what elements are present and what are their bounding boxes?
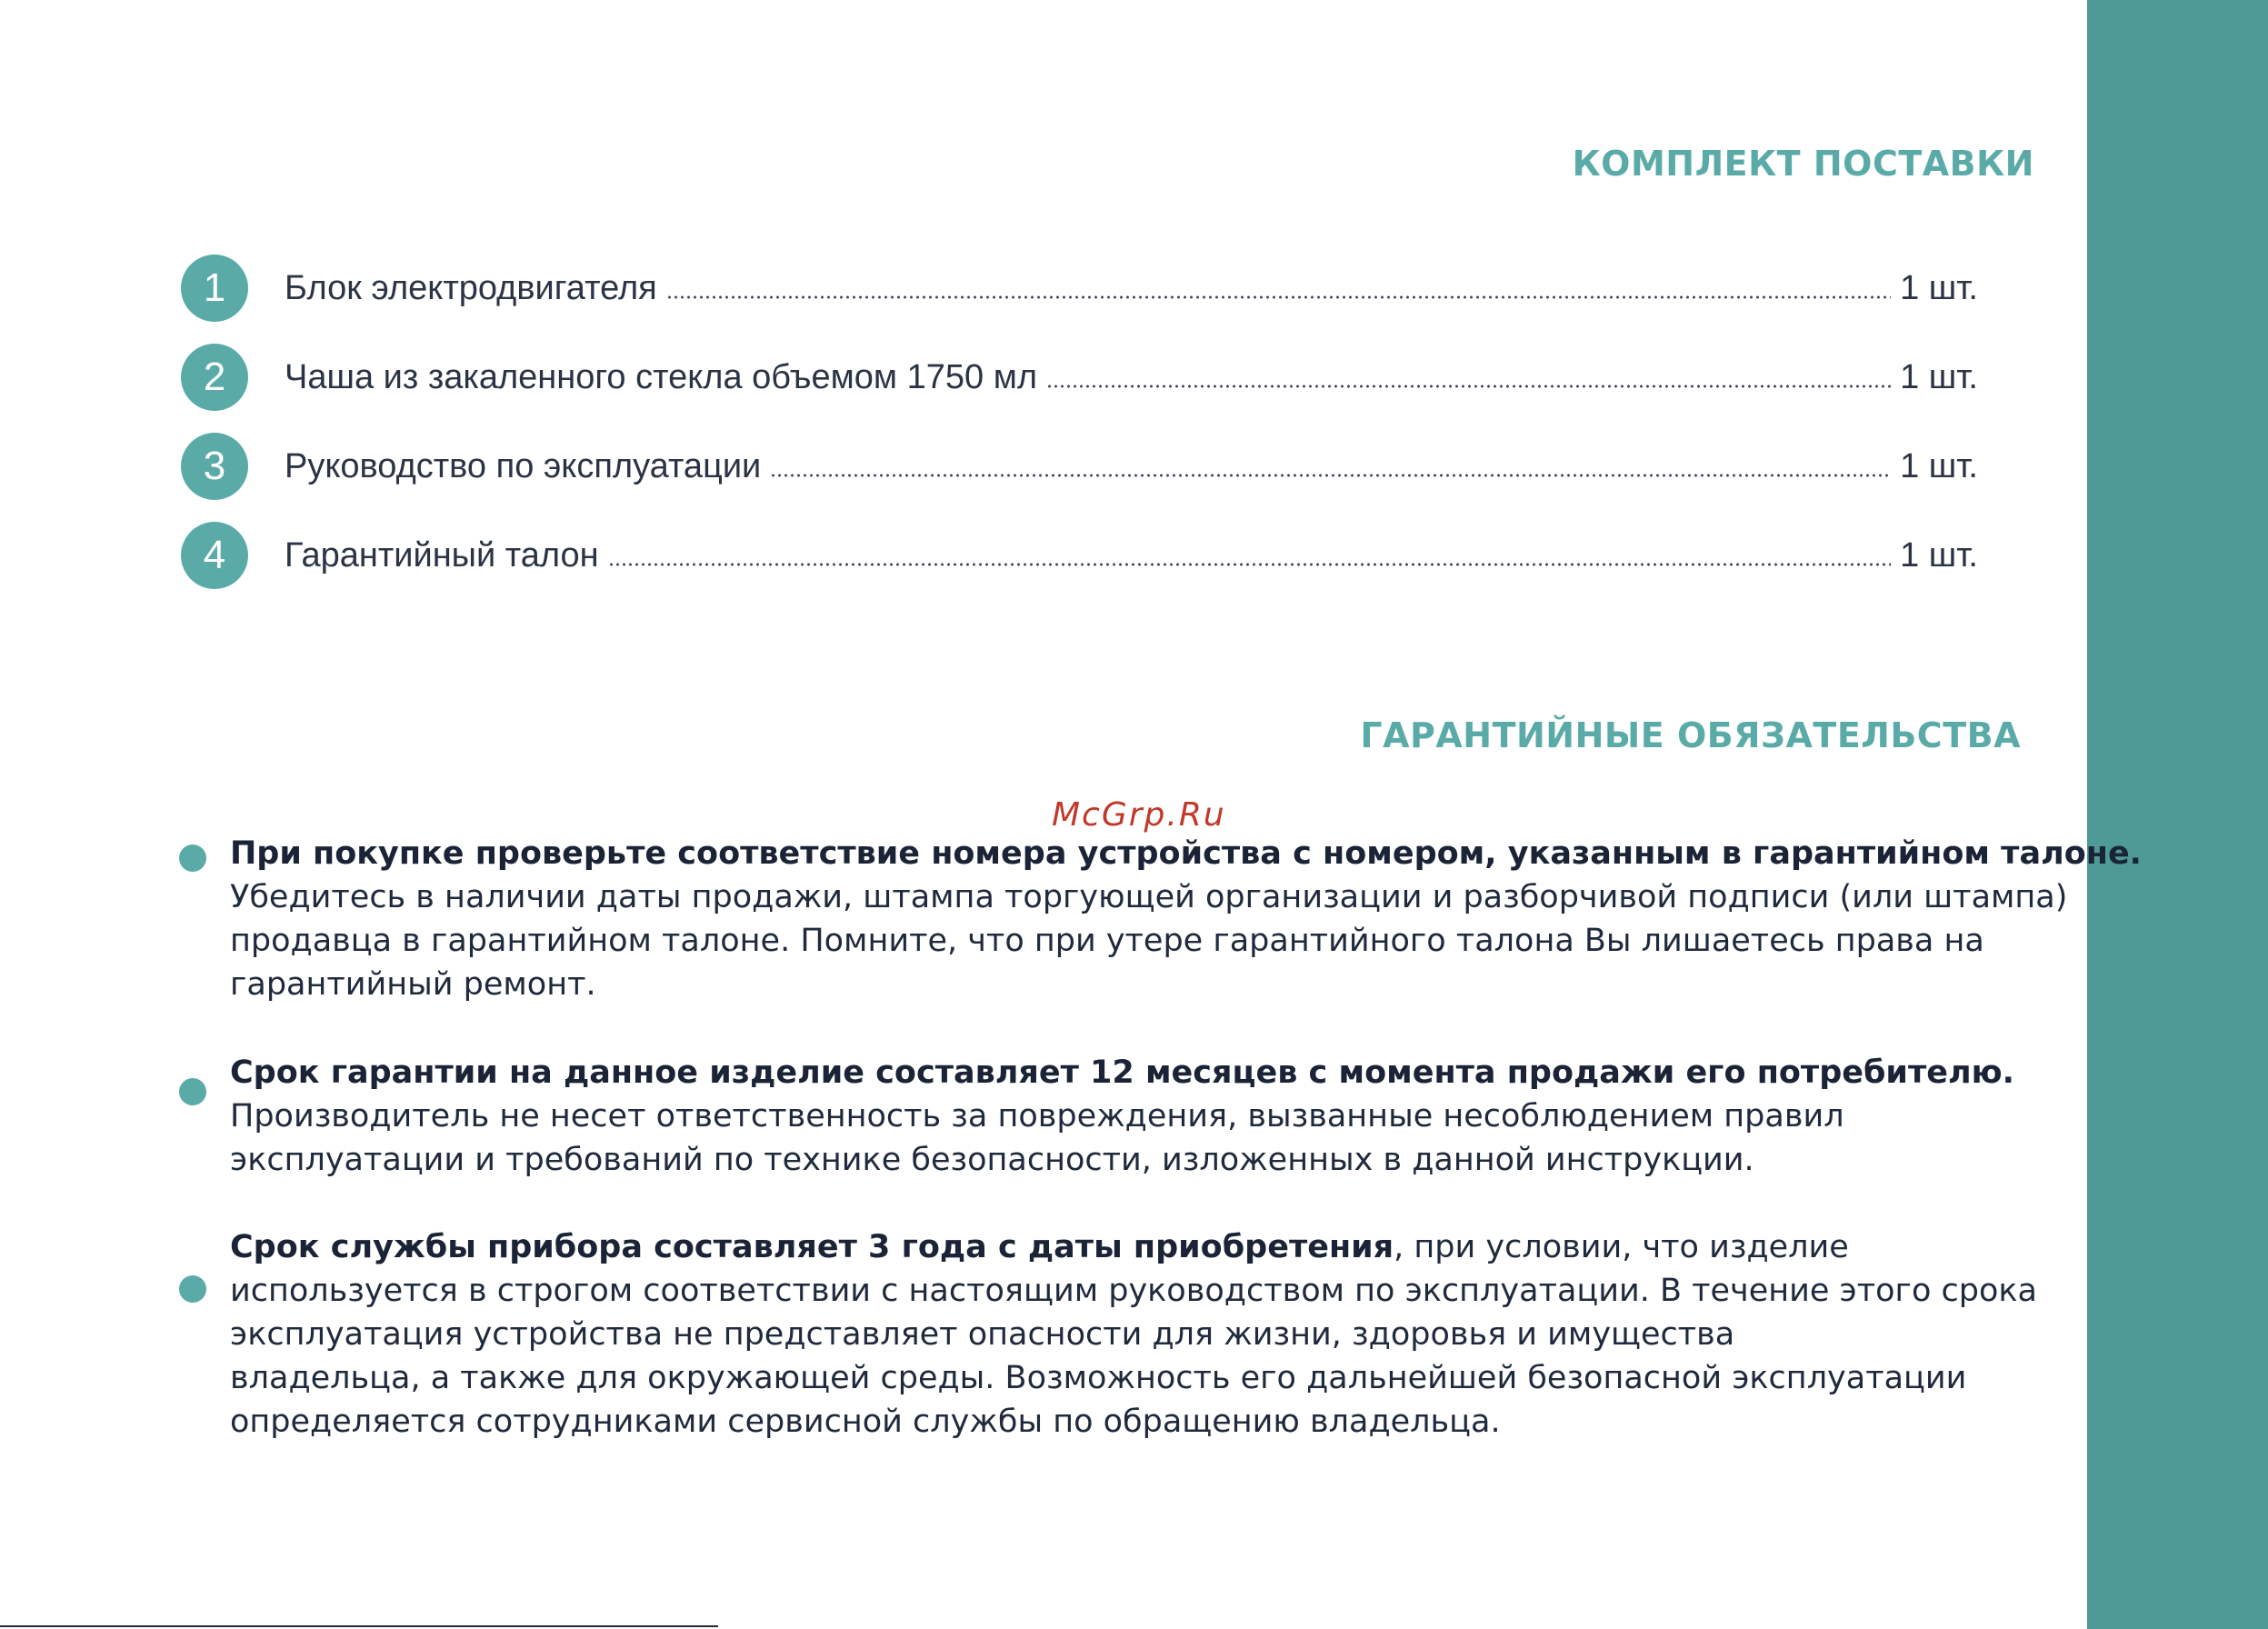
kit-item-number-badge: 1 xyxy=(181,255,248,322)
kit-item-quantity: 1 шт. xyxy=(1900,535,1978,575)
warranty-item-line: владельца, а также для окружающей среды. Возможность его дальнейшей безопасной эксплуатации xyxy=(230,1360,1967,1396)
kit-item-quantity: 1 шт. xyxy=(1900,446,1978,485)
warranty-item-bold: При покупке проверьте соответствие номера устройства с номером, указанным в гарантийном талоне. xyxy=(230,835,2142,872)
watermark-text: McGrp.Ru xyxy=(1052,796,1226,834)
warranty-section-title: ГАРАНТИЙНЫЕ ОБЯЗАТЕЛЬСТВА xyxy=(1360,715,2021,755)
warranty-item-line: гарантийный ремонт. xyxy=(230,966,596,1003)
kit-item-name: Руководство по эксплуатации xyxy=(285,446,762,485)
side-color-bar xyxy=(2087,0,2268,1629)
kit-item-quantity: 1 шт. xyxy=(1900,268,1978,307)
kit-item xyxy=(181,522,1978,589)
bullet-icon xyxy=(179,844,206,872)
kit-item xyxy=(181,344,1978,411)
warranty-item-bold: Срок службы прибора составляет 3 года с даты приобретения xyxy=(230,1229,1394,1265)
warranty-item-line: определяется сотрудниками сервисной службы по обращению владельца. xyxy=(230,1404,1501,1440)
kit-item-quantity: 1 шт. xyxy=(1900,357,1978,396)
warranty-item-bold: Срок гарантии на данное изделие составляет 12 месяцев с момента продажи его потребителю. xyxy=(230,1054,2014,1091)
warranty-item-text xyxy=(230,1225,2103,1444)
warranty-item-bold-tail: , при условии, что изделие xyxy=(1394,1229,1849,1265)
dot-leader xyxy=(770,474,1891,477)
kit-item-name: Гарантийный талон xyxy=(285,535,599,575)
kit-item xyxy=(181,255,1978,322)
warranty-item-text xyxy=(230,1051,2103,1182)
dot-leader xyxy=(608,563,1891,566)
dot-leader xyxy=(666,295,1891,299)
dot-leader xyxy=(1046,385,1891,388)
bullet-icon xyxy=(179,1078,206,1105)
kit-item-name: Блок электродвигателя xyxy=(285,268,657,307)
warranty-item-line: Убедитесь в наличии даты продажи, штампа торгующей организации и разборчивой подписи (или штампа) xyxy=(230,879,2068,915)
kit-item-number-badge: 3 xyxy=(181,433,248,500)
warranty-item-line: Производитель не несет ответственность за повреждения, вызванные несоблюдением правил xyxy=(230,1098,1844,1134)
kit-section-title: КОМПЛЕКТ ПОСТАВКИ xyxy=(1572,144,2034,184)
kit-item-name: Чаша из закаленного стекла объемом 1750 мл xyxy=(285,357,1038,396)
warranty-item-line: используется в строгом соответствии с настоящим руководством по эксплуатации. В течение этого срока xyxy=(230,1273,2037,1309)
kit-item-number-badge: 2 xyxy=(181,344,248,411)
bullet-icon xyxy=(179,1275,206,1303)
kit-item-number-badge: 4 xyxy=(181,522,248,589)
warranty-item-line: продавца в гарантийном талоне. Помните, что при утере гарантийного талона Вы лишаетесь права на xyxy=(230,923,1984,959)
warranty-item-line: эксплуатация устройства не представляет опасности для жизни, здоровья и имущества xyxy=(230,1316,1735,1353)
warranty-item-line: эксплуатации и требований по технике безопасности, изложенных в данной инструкции. xyxy=(230,1142,1754,1178)
warranty-item-text xyxy=(230,832,2142,1006)
kit-item xyxy=(181,433,1978,500)
footer-rule xyxy=(0,1625,718,1627)
